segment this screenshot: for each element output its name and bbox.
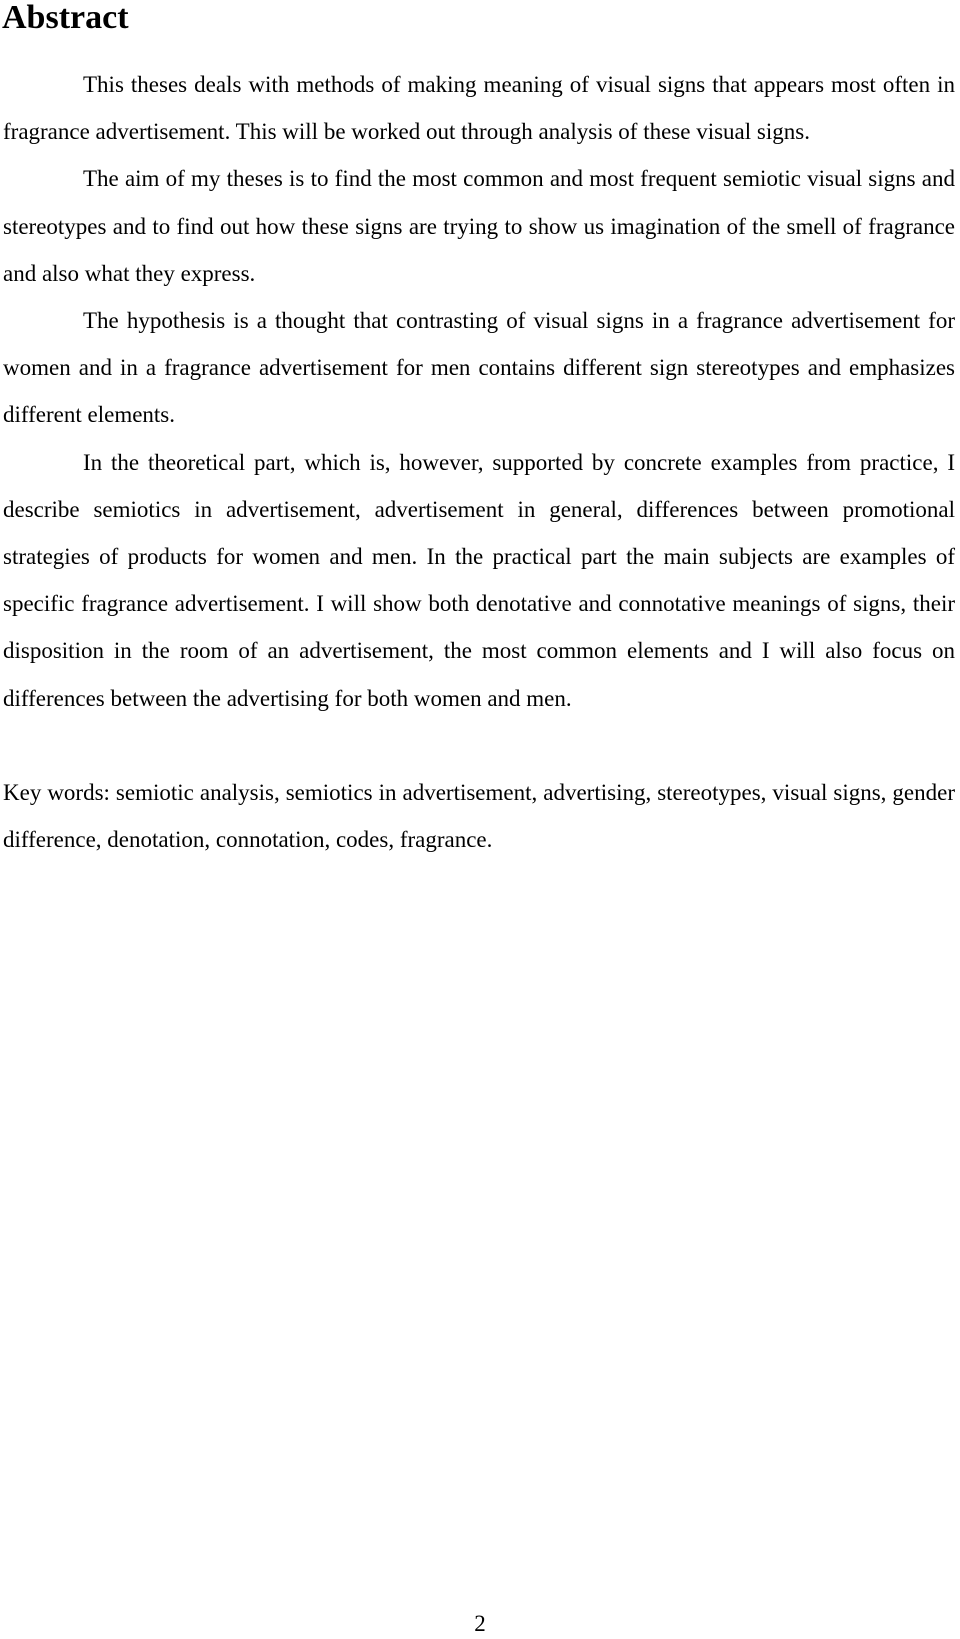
abstract-paragraph-2: The aim of my theses is to find the most common and most frequent semiotic visual signs and stereotypes and to find out how these signs are trying to show us imagination of the smell of fragrance and also what they express. (3, 166, 955, 286)
abstract-body (3, 61, 955, 863)
abstract-paragraph-4: In the theoretical part, which is, however, supported by concrete examples from practice, I describe semiotics in advertisement, advertisement in general, differences between promotional strategies of products for women and men. In the practical part the main subjects are examples of specific fragrance advertisement. I will show both denotative and connotative meanings of signs, their disposition in the room of an advertisement, the most common elements and I will also focus on differences between the advertising for both women and men. (3, 449, 955, 711)
abstract-paragraph-3: The hypothesis is a thought that contrasting of visual signs in a fragrance advertisement for women and in a fragrance advertisement for men contains different sign stereotypes and emphasizes different elements. (3, 308, 955, 428)
page-number: 2 (474, 1611, 486, 1636)
abstract-paragraph-1: This theses deals with methods of making meaning of visual signs that appears most often in fragrance advertisement. This will be worked out through analysis of these visual signs. (3, 72, 955, 145)
abstract-heading: Abstract (2, 0, 129, 36)
keywords-paragraph: Key words: semiotic analysis, semiotics in advertisement, advertising, stereotypes, visual signs, gender difference, denotation, connotation, codes, fragrance. (3, 779, 955, 853)
